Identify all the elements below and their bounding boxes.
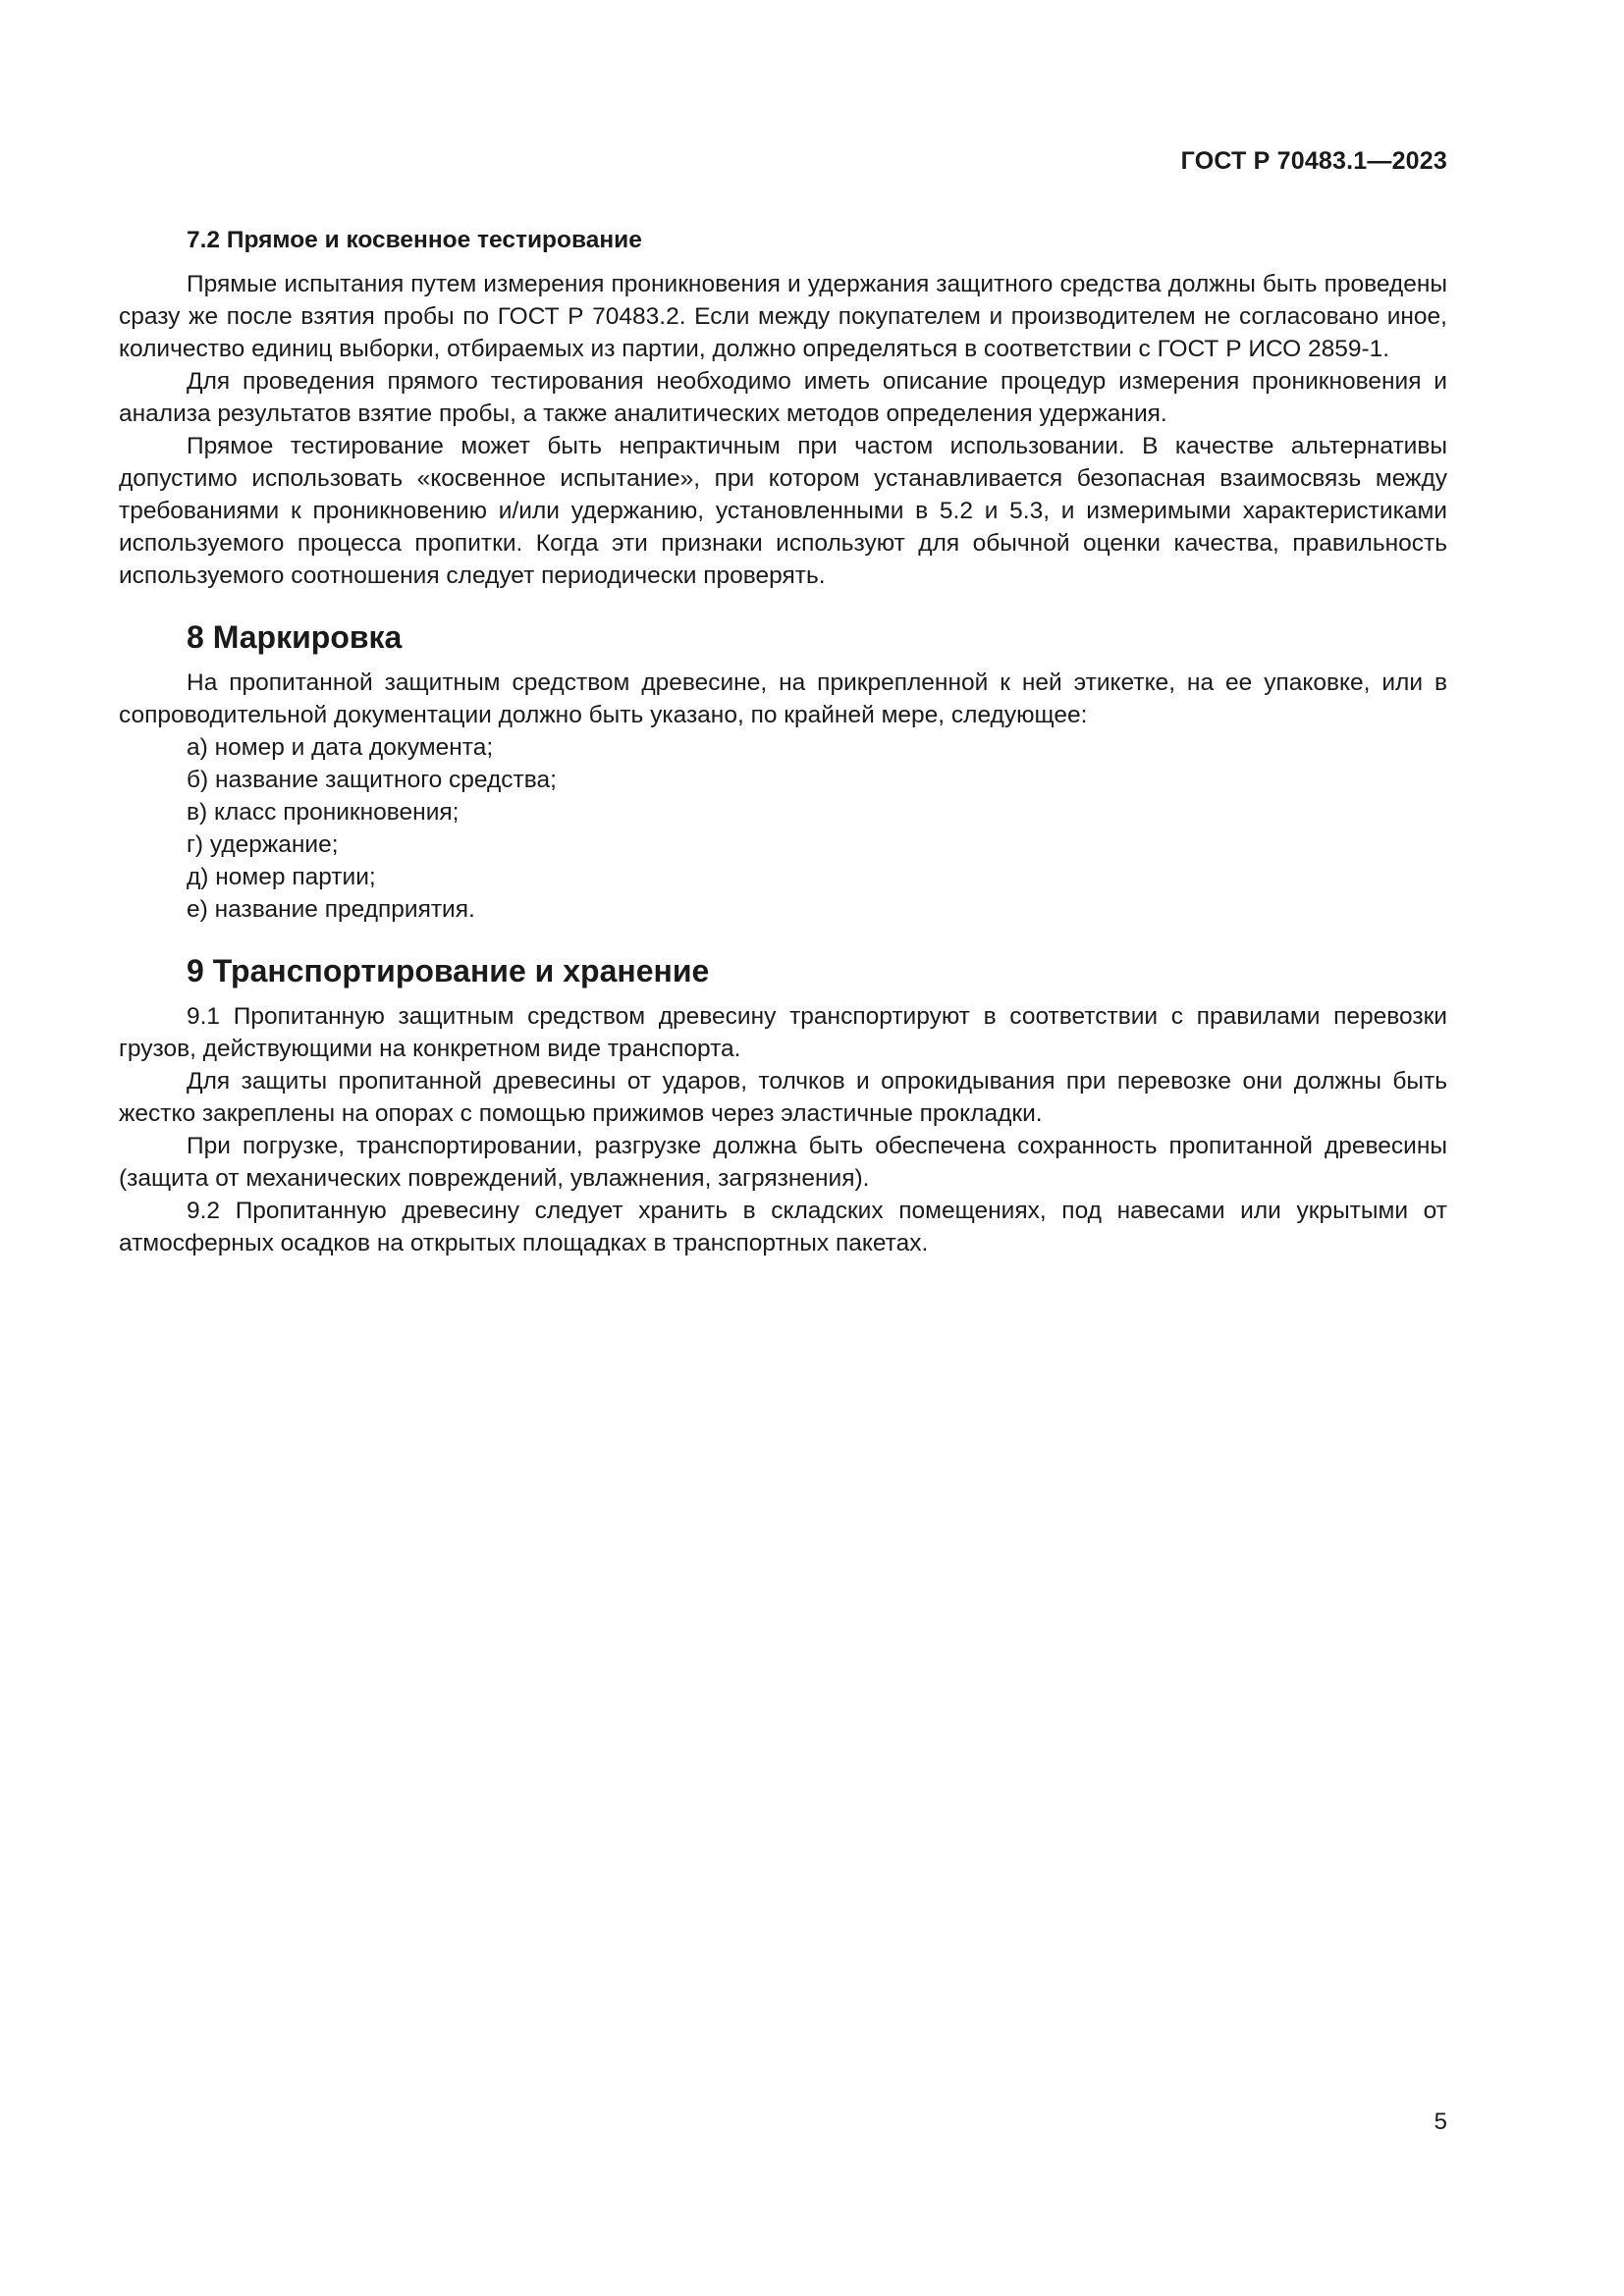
list-item: д) номер партии; [187,864,376,890]
list-item: б) название защитного средства; [187,767,557,793]
section-title-9: 9 Транспортирование и хранение [187,953,710,988]
section-title-8: 8 Маркировка [187,619,403,655]
list-item: г) удержание; [187,831,339,858]
paragraph: Для проведения прямого тестирования необходимо иметь описание процедур измерения проникновения и анализа результатов взятие пробы, а также аналитических методов определения удержания. [119,368,1447,427]
paragraph: 9.2 Пропитанную древесину следует хранить в складских помещениях, под навесами или укрытыми от атмосферных осадков на открытых площадках в транспортных пакетах. [119,1198,1447,1256]
paragraph: На пропитанной защитным средством древесине, на прикрепленной к ней этикетке, на ее упаковке, или в сопроводительной документации должно быть указано, по крайней мере, следующее: [119,669,1447,728]
paragraph: Прямые испытания путем измерения проникновения и удержания защитного средства должны быть проведены сразу же после взятия пробы по ГОСТ Р 70483.2. Если между покупателем и производителем не согласовано иное, количество единиц выборки, отбираемых из партии, должно определяться в соответствии с ГОСТ Р ИСО 2859-1. [119,271,1447,362]
list-item: в) класс проникновения; [187,799,460,826]
paragraph: Для защиты пропитанной древесины от ударов, толчков и опрокидывания при перевозке они должны быть жестко закреплены на опорах с помощью прижимов через эластичные прокладки. [119,1068,1447,1127]
list-item: а) номер и дата документа; [187,734,494,761]
page-number: 5 [1434,2109,1447,2135]
paragraph: При погрузке, транспортировании, разгрузке должна быть обеспечена сохранность пропитанной древесины (защита от механических повреждений, увлажнения, загрязнения). [119,1133,1447,1192]
document-body [119,224,1447,1259]
marking-list [119,731,1447,926]
list-item: е) название предприятия. [187,896,475,923]
subsection-title-7-2: 7.2 Прямое и косвенное тестирование [187,227,642,253]
document-code: ГОСТ Р 70483.1—2023 [1180,147,1447,175]
paragraph: Прямое тестирование может быть непрактичным при частом использовании. В качестве альтернативы допустимо использовать «косвенное испытание», при котором устанавливается безопасная взаимосвязь между требованиями к проникновению и/или удержанию, установленными в 5.2 и 5.3, и измеримыми характеристиками используемого процесса пропитки. Когда эти признаки используют для обычной оценки качества, правильность используемого соотношения следует периодически проверять. [119,433,1447,589]
paragraph: 9.1 Пропитанную защитным средством древесину транспортируют в соответствии с правилами перевозки грузов, действующими на конкретном виде транспорта. [119,1003,1447,1062]
